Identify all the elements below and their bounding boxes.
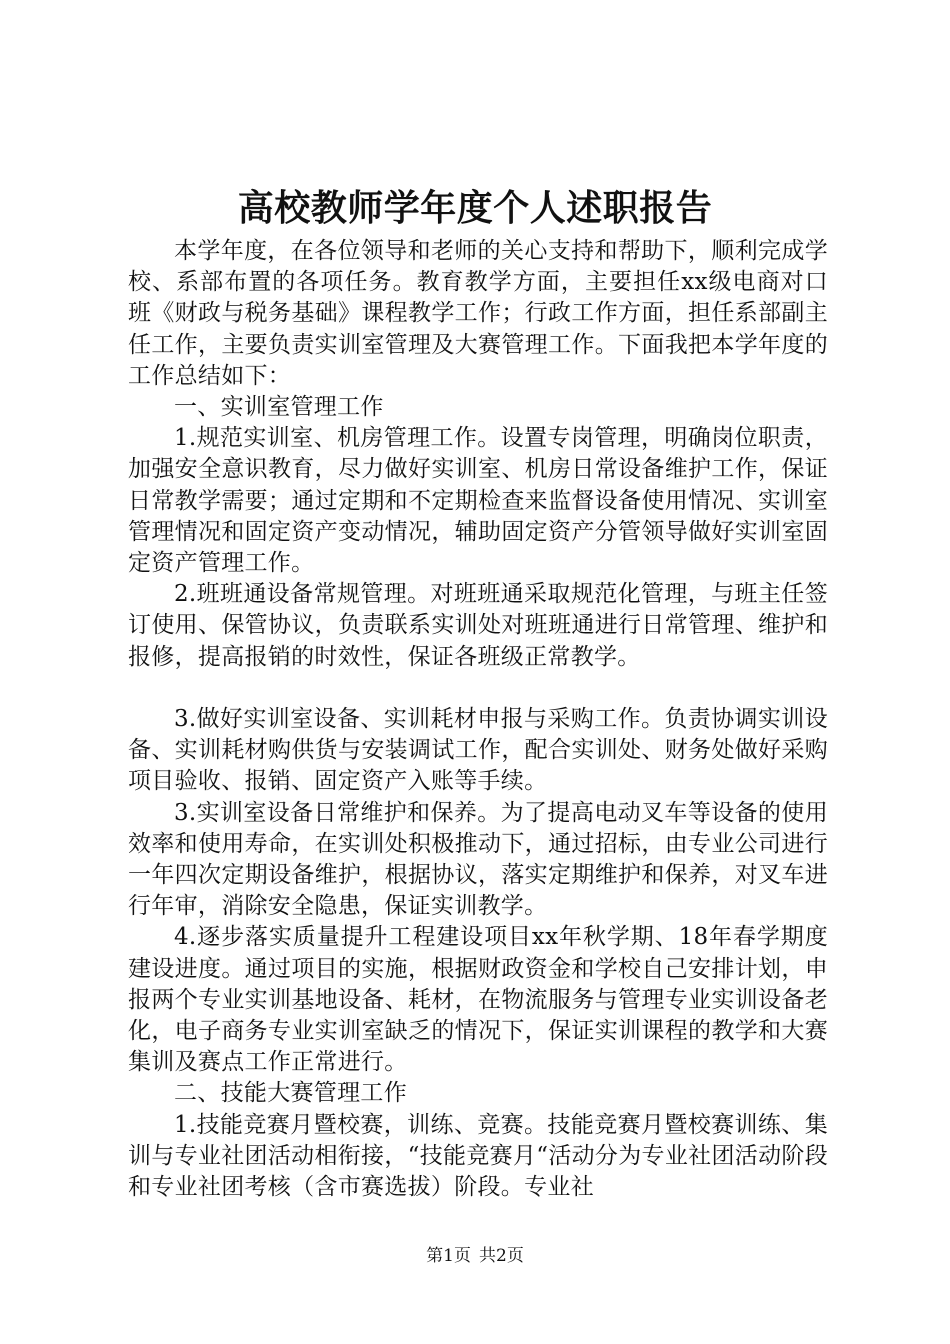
document-title: 高校教师学年度个人述职报告: [237, 187, 713, 229]
page-footer: [0, 1244, 950, 1268]
page-number: 第1页: [426, 1246, 471, 1266]
page-total: 共2页: [479, 1246, 524, 1266]
section-heading-2: 二、技能大赛管理工作: [174, 1080, 407, 1107]
paragraph-item: 1.规范实训室、机房管理工作。设置专岗管理，明确岗位职责，加强安全意识教育，尽力做好实训室、机房日常设备维护工作，保证日常教学需要；通过定期和不定期检查来监督设备使用情况、实训室管理情况和固定资产变动情况，辅助固定资产分管领导做好实训室固定资产管理工作。: [128, 425, 828, 577]
paragraph-intro: 本学年度，在各位领导和老师的关心支持和帮助下，顺利完成学校、系部布置的各项任务。教育教学方面，主要担任xx级电商对口班《财政与税务基础》课程教学工作；行政工作方面，担任系部副主任工作，主要负责实训室管理及大赛管理工作。下面我把本学年度的工作总结如下：: [128, 238, 828, 389]
paragraph-item: 4.逐步落实质量提升工程建设项目xx年秋学期、18年春学期度建设进度。通过项目的实施，根据财政资金和学校自己安排计划，申报两个专业实训基地设备、耗材，在物流服务与管理专业实训设备老化，电子商务专业实训室缺乏的情况下，保证实训课程的教学和大赛集训及赛点工作正常进行。: [128, 924, 828, 1076]
blank-line: [128, 673, 828, 704]
paragraph-item: 2.班班通设备常规管理。对班班通采取规范化管理，与班主任签订使用、保管协议，负责联系实训处对班班通进行日常管理、维护和报修，提高报销的时效性，保证各班级正常教学。: [128, 581, 828, 670]
paragraph-item: 1.技能竞赛月暨校赛，训练、竞赛。技能竞赛月暨校赛训练、集训与专业社团活动相衔接，“技能竞赛月“活动分为专业社团活动阶段和专业社团考核（含市赛选拔）阶段。专业社: [128, 1111, 828, 1201]
paragraph-item: 3.做好实训室设备、实训耗材申报与采购工作。负责协调实训设备、实训耗材购供货与安装调试工作，配合实训处、财务处做好采购项目验收、报销、固定资产入账等手续。: [128, 706, 828, 795]
document-body: [128, 236, 828, 1203]
paragraph-item: 3.实训室设备日常维护和保养。为了提高电动叉车等设备的使用效率和使用寿命，在实训处积极推动下，通过招标，由专业公司进行一年四次定期设备维护，根据协议，落实定期维护和保养，对叉车进行年审，消除安全隐患，保证实训教学。: [128, 799, 828, 920]
section-heading-1: 一、实训室管理工作: [174, 394, 384, 421]
